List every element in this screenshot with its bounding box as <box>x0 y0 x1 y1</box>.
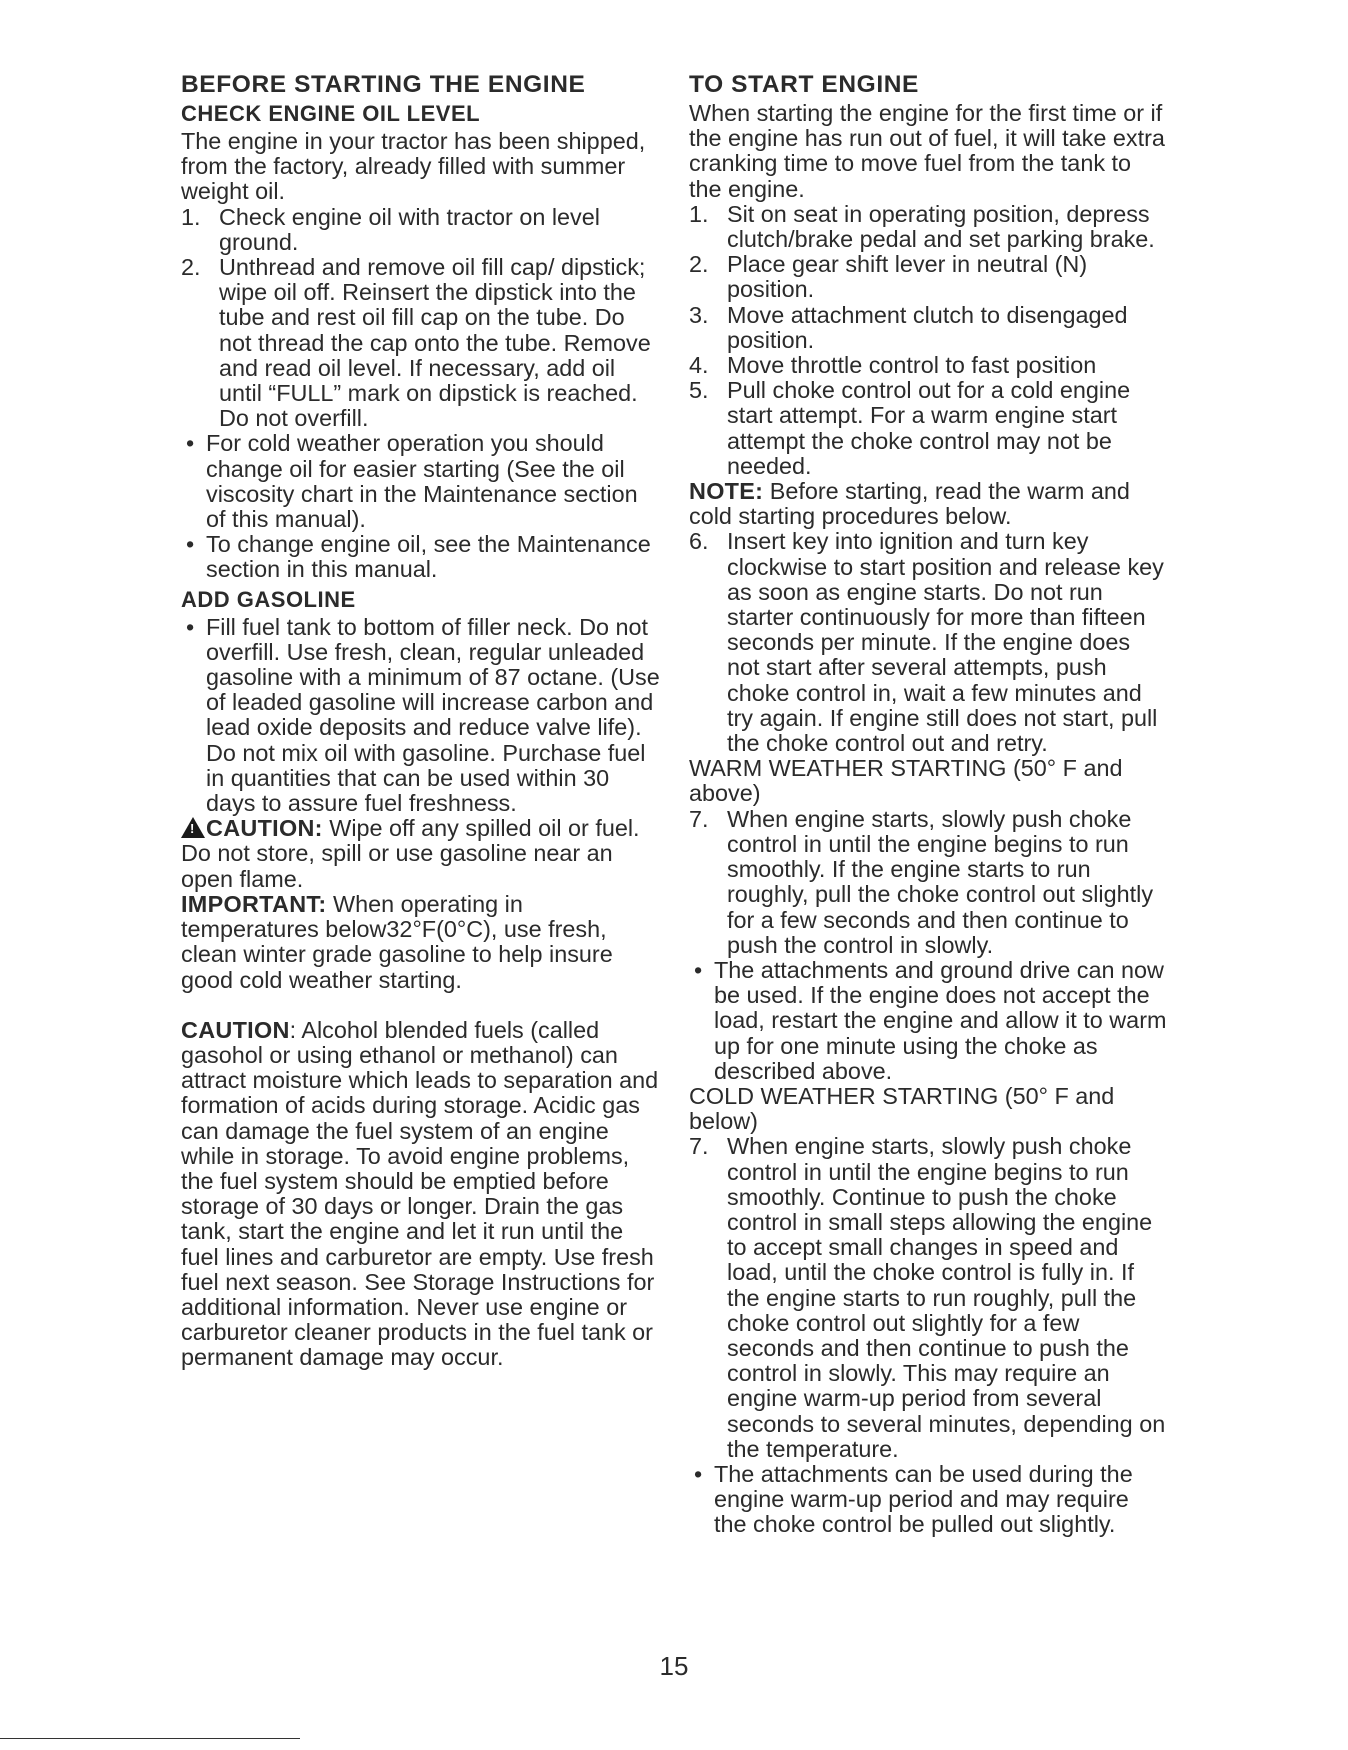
cold-weather-heading: COLD WEATHER STARTING (50° F and below) <box>689 1082 1115 1135</box>
note-text: Before starting, read the warm and cold starting procedures below. <box>689 478 1130 530</box>
caution-label: CAUTION <box>181 1016 290 1043</box>
right-column <box>689 66 1167 1538</box>
cold-step <box>689 1134 1167 1462</box>
bullet-text: The attachments can be used during the engine warm-up period and may require the choke control be pulled out slightly. <box>714 1460 1133 1538</box>
subheading-check-oil: CHECK ENGINE OIL LEVEL <box>181 101 481 126</box>
step-number: 5. <box>689 377 709 404</box>
start-step <box>689 529 1167 756</box>
oil-step <box>181 255 661 431</box>
bullet-text: For cold weather operation you should change oil for easier starting (See the oil viscosity chart in the Maintenance section of this manual). <box>206 430 638 533</box>
cold-bullet <box>689 1462 1167 1538</box>
section-heading-to-start: TO START ENGINE <box>689 71 919 98</box>
left-column <box>181 66 661 1371</box>
important-text: When operating in temperatures below32°F(0°C), use fresh, clean winter grade gasoline to help insure good cold weather starting. <box>181 890 613 993</box>
step-number: 1. <box>181 203 201 230</box>
oil-bullet <box>181 532 661 582</box>
spacer <box>181 993 661 1018</box>
bullet-marker: • <box>694 1460 703 1487</box>
step-text: Place gear shift lever in neutral (N) position. <box>727 251 1088 303</box>
step-number: 1. <box>689 200 709 227</box>
warm-weather-heading: WARM WEATHER STARTING (50° F and above) <box>689 755 1123 807</box>
warning-triangle-icon <box>181 817 205 838</box>
start-step <box>689 202 1167 252</box>
step-number: 7. <box>689 1133 709 1160</box>
step-text: Check engine oil with tractor on level ground. <box>219 203 600 255</box>
step-text: Sit on seat in operating position, depress clutch/brake pedal and set parking brake. <box>727 200 1155 253</box>
step-text: Pull choke control out for a cold engine start attempt. For a warm engine start attempt the choke control may not be needed. <box>727 377 1131 479</box>
step-text: Move throttle control to fast position <box>727 352 1097 379</box>
step-number: 4. <box>689 352 709 379</box>
start-intro-paragraph: When starting the engine for the first time or if the engine has run out of fuel, it will take extra cranking time to move fuel from the tank to the engine. <box>689 100 1165 202</box>
step-text: When engine starts, slowly push choke control in until the engine begins to run smoothly. If the engine starts to run roughly, pull the choke control out slightly for a few seconds and then continue to push the control in slowly. <box>727 805 1154 958</box>
start-step <box>689 378 1167 479</box>
step-number: 3. <box>689 301 709 328</box>
note-label: NOTE: <box>689 478 764 505</box>
oil-intro-paragraph: The engine in your tractor has been shipped, from the factory, already filled with summer weight oil. <box>181 128 646 205</box>
caution-text: : Alcohol blended fuels (called gasohol or using ethanol or methanol) can attract moisture which leads to separation and formation of acids during storage. Acidic gas can damage the fuel system of an engine while in storage. To avoid engine problems, the fuel system should be emptied before storage of 30 days or longer. Drain the gas tank, start the engine and let it run until the fuel lines and carburetor are empty. Use fresh fuel next season. See Storage Instructions for additional information. Never use engine or carburetor cleaner products in the fuel tank or permanent damage may occur. <box>181 1016 659 1371</box>
important-paragraph <box>181 892 661 993</box>
bullet-text: Fill fuel tank to bottom of filler neck. Do not overfill. Use fresh, clean, regular unleaded gasoline with a minimum of 87 octane. (Use of leaded gasoline will increase carbon and lead oxide deposits and reduce valve life). Do not mix oil with gasoline. Purchase fuel in quantities that can be used within 30 days to assure fuel freshness. <box>206 613 660 817</box>
bullet-text: The attachments and ground drive can now be used. If the engine does not accept the load, restart the engine and allow it to warm up for one minute using the choke as described above. <box>714 956 1167 1084</box>
bullet-marker: • <box>186 531 195 558</box>
step-number: 2. <box>181 254 201 281</box>
step-text: Unthread and remove oil fill cap/ dipstick; wipe oil off. Reinsert the dipstick into the tube and rest oil fill cap on the tube. Do not thread the cap onto the tube. Remove and read oil level. If necessary, add oil until “FULL” mark on dipstick is reached. Do not overfill. <box>219 254 651 432</box>
subheading-add-gasoline: ADD GASOLINE <box>181 586 356 612</box>
caution-fuel-paragraph <box>181 816 661 892</box>
bullet-marker: • <box>186 613 195 640</box>
bullet-marker: • <box>694 956 703 983</box>
start-step <box>689 303 1167 353</box>
oil-bullet <box>181 431 661 532</box>
step-number: 2. <box>689 251 709 278</box>
start-step <box>689 353 1167 378</box>
step-text: Move attachment clutch to disengaged position. <box>727 301 1128 353</box>
note-paragraph <box>689 479 1167 529</box>
gas-bullet <box>181 615 661 817</box>
warm-step <box>689 807 1167 958</box>
step-number: 7. <box>689 805 709 832</box>
bullet-text: To change engine oil, see the Maintenance section in this manual. <box>206 531 651 583</box>
bullet-marker: • <box>186 430 195 457</box>
step-number: 6. <box>689 528 709 555</box>
footer-rule <box>0 1738 300 1739</box>
warm-bullet <box>689 958 1167 1084</box>
start-step <box>689 252 1167 302</box>
caution-alcohol-paragraph <box>181 1018 661 1371</box>
oil-step <box>181 205 661 255</box>
page-number: 15 <box>659 1651 689 1681</box>
important-label: IMPORTANT: <box>181 890 327 917</box>
caution-label: CAUTION: <box>206 815 323 842</box>
step-text: When engine starts, slowly push choke control in until the engine begins to run smoothly. Continue to push the choke control in small steps allowing the engine to accept small changes in speed and load, until the choke control is fully in. If the engine starts to run roughly, pull the choke control out slightly for a few seconds and then continue to push the control in slowly. This may require an engine warm-up period from several seconds to several minutes, depending on the temperature. <box>727 1133 1166 1462</box>
section-heading-before-starting: BEFORE STARTING THE ENGINE <box>181 71 586 98</box>
caution-text: Wipe off any spilled oil or fuel. Do not store, spill or use gasoline near an open flame. <box>181 815 640 892</box>
step-text: Insert key into ignition and turn key clockwise to start position and release key as soon as engine starts. Do not run starter continuously for more than fifteen seconds per minute. If the engine does not start after several attempts, push choke control in, wait a few minutes and try again. If engine still does not start, pull the choke control out and retry. <box>727 528 1164 757</box>
